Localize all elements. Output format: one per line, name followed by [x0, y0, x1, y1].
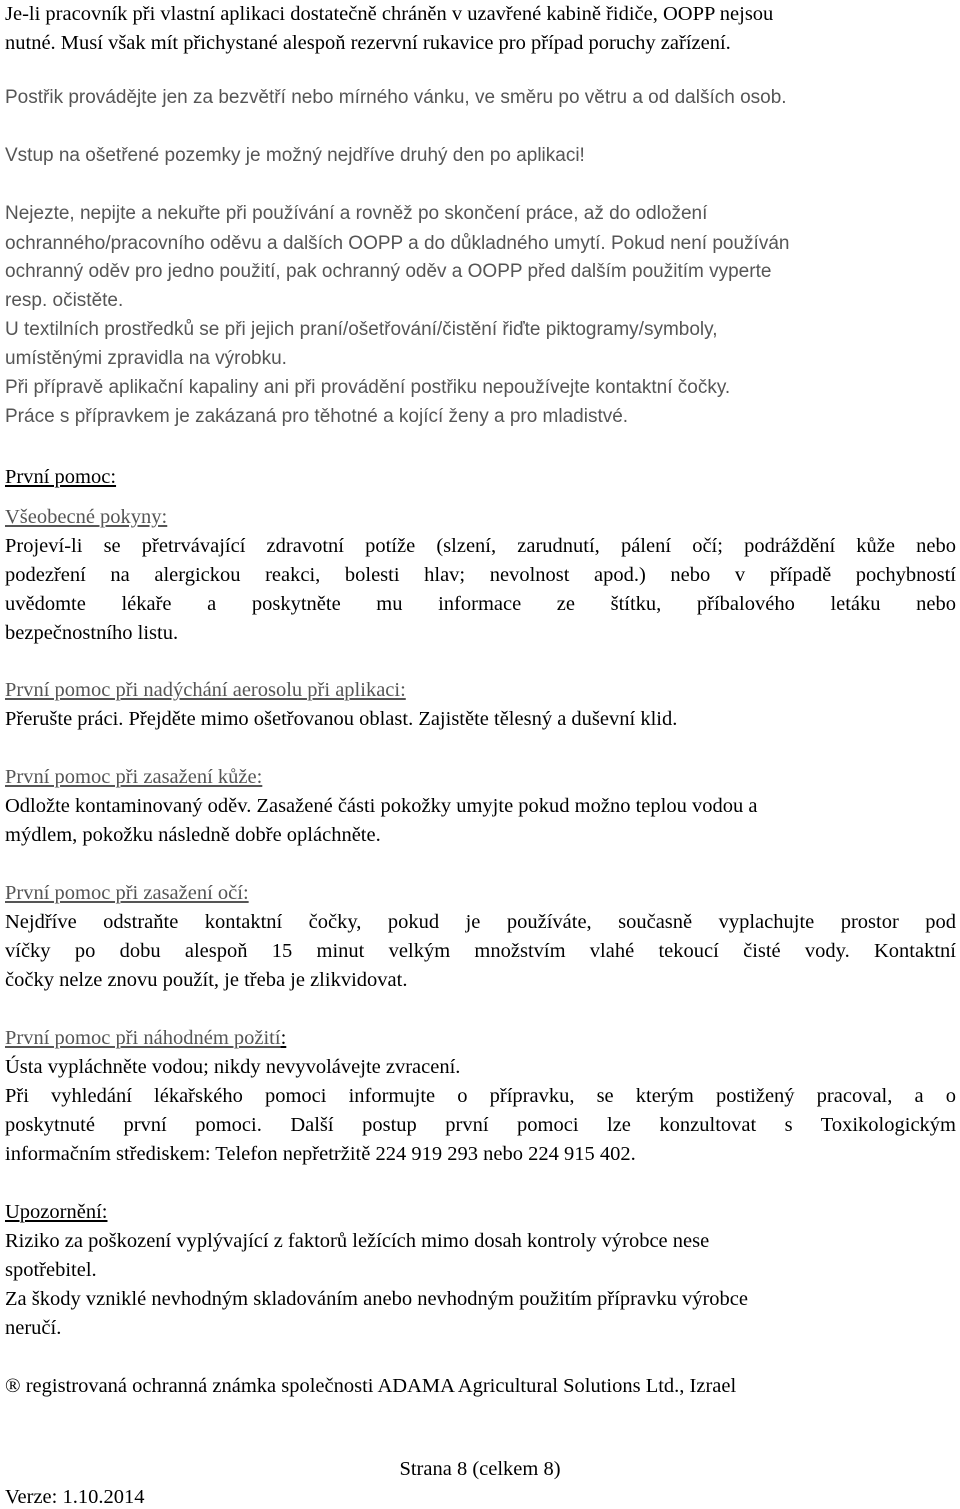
- intro-line-2: nutné. Musí však mít přichystané alespoň rezervní rukavice pro případ poruchy zařízení.: [5, 32, 731, 54]
- spray-instruction: Postřik provádějte jen za bezvětří nebo mírného vánku, ve směru po větru a od dalších osob.: [5, 87, 787, 108]
- warning-heading: Upozornění:: [5, 1201, 108, 1223]
- ingestion-line-3: poskytnuté první pomoci. Další postup první pomoci lze konzultovat s Toxikologickým: [5, 1114, 956, 1136]
- general-instructions-title: Všeobecné pokyny:: [5, 506, 168, 528]
- ingestion-title-colon: :: [280, 1027, 287, 1049]
- version-date: Verze: 1.10.2014: [5, 1486, 145, 1508]
- hygiene-line-1: Nejezte, nepijte a nekuřte při používání a rovněž po skončení práce, až do odložení: [5, 203, 708, 224]
- skin-line-2: mýdlem, pokožku následně dobře opláchněte.: [5, 824, 381, 846]
- inhalation-title: První pomoc při nadýchání aerosolu při aplikaci:: [5, 679, 406, 701]
- ingestion-title: První pomoc při náhodném požití: [5, 1027, 281, 1049]
- warning-line-2: spotřebitel.: [5, 1259, 97, 1281]
- page-number: Strana 8 (celkem 8): [399, 1458, 561, 1480]
- skin-title: První pomoc při zasažení kůže:: [5, 766, 263, 788]
- general-line-4: bezpečnostního listu.: [5, 622, 179, 644]
- general-line-1: Projeví-li se přetrvávající zdravotní potíže (slzení, zarudnutí, pálení očí; podráždění kůže nebo: [5, 535, 956, 557]
- textile-line-2: umístěnými zpravidla na výrobku.: [5, 348, 287, 369]
- inhalation-text: Přerušte práci. Přejděte mimo ošetřovanou oblast. Zajistěte tělesný a duševní klid.: [5, 708, 678, 730]
- hygiene-line-2a: ochranného/pracovního oděvu a dalších OOPP a do důkladného umytí.: [5, 233, 606, 254]
- warning-line-4: neručí.: [5, 1317, 62, 1339]
- trademark-note: ® registrovaná ochranná známka společnosti ADAMA Agricultural Solutions Ltd., Izrael: [5, 1375, 737, 1397]
- ingestion-line-1: Ústa vypláchněte vodou; nikdy nevyvolávejte zvracení.: [5, 1056, 461, 1078]
- warning-line-1: Riziko za poškození vyplývající z faktorů ležících mimo dosah kontroly výrobce nese: [5, 1230, 710, 1252]
- ingestion-title-row: [5, 1026, 286, 1050]
- eyes-line-2: víčky po dobu alespoň 15 minut velkým množstvím vlahé tekoucí čisté vody. Kontaktní: [5, 940, 956, 962]
- ingestion-line-2: Při vyhledání lékařského pomoci informujte o přípravku, se kterým postižený pracoval, a o: [5, 1085, 956, 1107]
- eyes-line-1: Nejdříve odstraňte kontaktní čočky, pokud je používáte, současně vyplachujte prostor pod: [5, 911, 956, 933]
- hygiene-line-2b: Pokud není používán: [605, 233, 790, 254]
- eyes-title: První pomoc při zasažení očí:: [5, 882, 249, 904]
- hygiene-line-3: ochranný oděv pro jedno použití, pak ochranný oděv a OOPP před dalším použitím vyperte: [5, 261, 772, 282]
- eyes-line-3: čočky nelze znovu použít, je třeba je zlikvidovat.: [5, 969, 408, 991]
- general-line-2: podezření na alergickou reakci, bolesti hlav; nevolnost apod.) nebo v případě pochybností: [5, 564, 956, 586]
- entry-instruction: Vstup na ošetřené pozemky je možný nejdříve druhý den po aplikaci!: [5, 145, 585, 166]
- hygiene-line-4: resp. očistěte.: [5, 290, 124, 311]
- intro-line-1: Je-li pracovník při vlastní aplikaci dostatečně chráněn v uzavřené kabině řidiče, OOPP nejsou: [5, 3, 774, 25]
- pregnancy-warning: Práce s přípravkem je zakázaná pro těhotné a kojící ženy a pro mladistvé.: [5, 406, 629, 427]
- lenses-warning: Při přípravě aplikační kapaliny ani při provádění postřiku nepoužívejte kontaktní čočky.: [5, 377, 731, 398]
- ingestion-line-4: informačním střediskem: Telefon nepřetržitě 224 919 293 nebo 224 915 402.: [5, 1143, 636, 1165]
- first-aid-heading: První pomoc:: [5, 466, 117, 488]
- hygiene-line-2: [5, 231, 789, 256]
- skin-line-1: Odložte kontaminovaný oděv. Zasažené části pokožky umyjte pokud možno teplou vodou a: [5, 795, 758, 817]
- general-line-3: uvědomte lékaře a poskytněte mu informace ze štítku, příbalového letáku nebo: [5, 593, 956, 615]
- warning-line-3: Za škody vzniklé nevhodným skladováním anebo nevhodným použitím přípravku výrobce: [5, 1288, 748, 1310]
- textile-line-1: U textilních prostředků se při jejich praní/ošetřování/čistění řiďte piktogramy/symboly,: [5, 319, 718, 340]
